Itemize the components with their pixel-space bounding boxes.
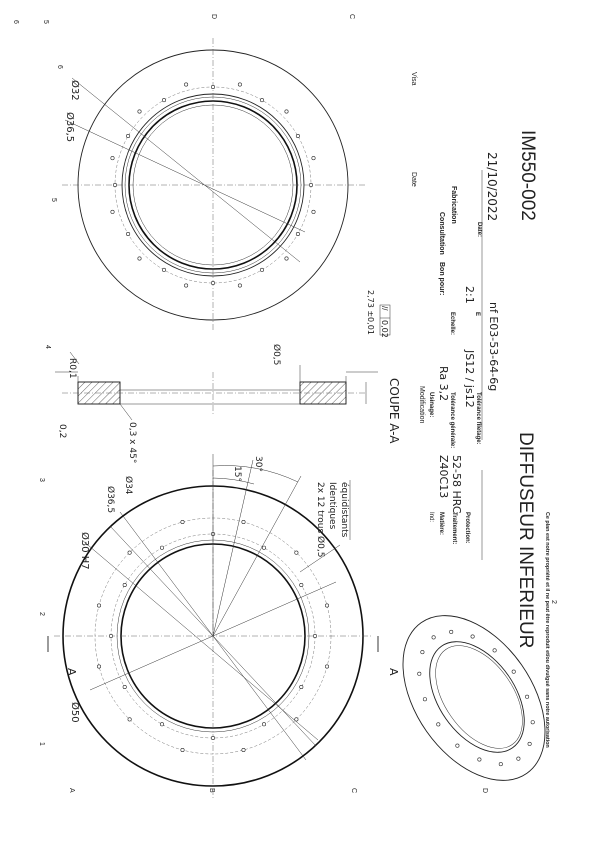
dim-pcd-36-5: Ø36,5 — [105, 486, 115, 514]
dim-back-diameter-32: Ø32 — [69, 80, 80, 101]
zone-mark-left-6: 6 — [56, 65, 63, 69]
column-visa: Visa — [410, 72, 417, 86]
label-bon-pour: Bon pour: — [438, 262, 445, 296]
back-hole — [111, 156, 114, 159]
back-hole — [138, 110, 141, 113]
iso-hole — [418, 672, 421, 675]
iso-hole — [423, 698, 426, 701]
label-e: E — [474, 312, 480, 317]
back-hole — [113, 183, 116, 186]
zone-mark-top-5: 5 — [42, 20, 49, 24]
label-echelle: Echelle: — [449, 312, 455, 336]
front-hole — [325, 604, 328, 607]
iso-hole — [421, 650, 424, 653]
value-matiere: Z40C13 — [437, 455, 450, 499]
dim-radius: R0,1 — [67, 358, 77, 379]
label-traitement: Traitement: — [451, 512, 457, 545]
front-hole — [300, 583, 303, 586]
iso-hole — [432, 636, 435, 639]
section-mark-right: A — [387, 668, 400, 676]
back-hole — [162, 98, 165, 101]
back-hole — [285, 110, 288, 113]
front-hole — [181, 520, 184, 523]
front-hole — [242, 748, 245, 751]
dim-angle-15: 15° — [232, 466, 242, 482]
hole-note-line-1: 2x 12 trous Ø0,5 — [315, 482, 325, 558]
front-hole — [300, 685, 303, 688]
zone-mark-left-4: 4 — [44, 345, 51, 349]
front-hole — [242, 520, 245, 523]
zone-mark-left-2: 2 — [38, 612, 45, 616]
section-title: COUPE A-A — [387, 378, 401, 444]
zone-mark-left-3: 3 — [38, 478, 45, 482]
front-hole — [97, 604, 100, 607]
back-hole — [184, 284, 187, 287]
iso-hole — [493, 649, 496, 652]
dim-thickness: 2,73 ±0,01 — [366, 290, 375, 335]
iso-hole — [531, 721, 534, 724]
back-hole — [238, 284, 241, 287]
back-hole — [260, 268, 263, 271]
back-hole — [296, 134, 299, 137]
part-name: DIFFUSEUR INFERIEUR — [515, 432, 536, 649]
dim-bore-diameter: Ø30 H7 — [79, 532, 90, 570]
zone-mark-left-5: 5 — [50, 198, 57, 202]
flatness-symbol: // — [380, 306, 389, 311]
front-hole — [211, 736, 214, 739]
iso-hole — [450, 630, 453, 633]
front-hole — [160, 546, 163, 549]
value-date: 21/10/2022 — [485, 152, 499, 222]
front-hole — [313, 634, 316, 637]
iso-hole — [528, 742, 531, 745]
part-number: IM550-002 — [517, 130, 538, 221]
label-tolerance-generale: Tolérance générale: — [449, 392, 455, 449]
label-date: Date: — [476, 222, 482, 238]
dim-angle-30: 30° — [253, 456, 263, 472]
label-fabrication: Fabrication — [450, 186, 457, 224]
value-traitement: 52-58 HRC — [450, 455, 463, 514]
front-hole — [295, 551, 298, 554]
front-hole — [123, 685, 126, 688]
back-hole — [309, 183, 312, 186]
value-tolerance-generale: JS12 / js12 — [463, 350, 476, 408]
front-hole — [262, 723, 265, 726]
ownership-notice: Ce plan est notre propriété et il ne peut être reproduit et/ou divulgué sans notre autorisation — [544, 512, 550, 748]
label-matiere: Matière: — [438, 512, 444, 536]
front-hole — [160, 723, 163, 726]
iso-hole — [437, 723, 440, 726]
back-hole — [285, 257, 288, 260]
front-hole — [97, 665, 100, 668]
dim-back-diameter-36-5: Ø36,5 — [64, 112, 75, 143]
hole-note-line-2: Identiques — [327, 482, 337, 530]
zone-mark-d-top: D — [210, 14, 217, 20]
back-hole — [126, 232, 129, 235]
iso-hole — [456, 744, 459, 747]
front-hole — [123, 583, 126, 586]
back-hole — [162, 268, 165, 271]
zone-mark-a: A — [68, 788, 75, 793]
back-hole — [111, 210, 114, 213]
iso-hole — [471, 635, 474, 638]
iso-hole — [478, 758, 481, 761]
section-mark-left: A — [65, 668, 78, 676]
front-hole — [325, 665, 328, 668]
iso-hole — [499, 762, 502, 765]
value-usinage: Ra 3,2 — [437, 366, 450, 402]
zone-mark-b: B — [208, 788, 215, 793]
label-indice: Ind: — [428, 512, 434, 523]
value-consultation: Consultation — [438, 212, 445, 255]
label-modification: Modification — [418, 386, 425, 424]
dim-pcd-34: Ø34 — [123, 476, 133, 495]
back-hole — [260, 98, 263, 101]
front-hole — [128, 551, 131, 554]
label-protection: Protection: — [464, 512, 470, 544]
back-hole — [138, 257, 141, 260]
zone-mark-d: D — [481, 788, 488, 794]
zone-mark-left-1: 1 — [38, 742, 45, 746]
value-echelle: 2:1 — [463, 286, 476, 304]
hole-note-line-3: équidistants — [339, 482, 349, 538]
back-hole — [312, 210, 315, 213]
iso-hole — [525, 695, 528, 698]
zone-mark-right-2: 2 — [550, 600, 557, 604]
back-hole — [296, 232, 299, 235]
label-usinage: Usinage: — [428, 392, 434, 418]
back-hole — [184, 83, 187, 86]
zone-mark-c: C — [350, 788, 357, 794]
back-hole — [238, 83, 241, 86]
back-hole — [211, 281, 214, 284]
front-hole — [181, 748, 184, 751]
dim-hole-diameter: Ø0,5 — [271, 344, 281, 366]
back-view — [62, 38, 365, 332]
title-block — [410, 72, 550, 748]
label-tolerance-filetage: Tolérance filetage: — [475, 392, 481, 445]
front-hole — [262, 546, 265, 549]
back-hole — [126, 134, 129, 137]
dim-offset: 0,2 — [57, 424, 67, 439]
back-hole — [211, 85, 214, 88]
front-hole — [109, 634, 112, 637]
iso-hole — [517, 757, 520, 760]
section-view — [55, 290, 401, 463]
front-hole — [128, 718, 131, 721]
iso-hole — [512, 670, 515, 673]
front-view — [48, 454, 400, 800]
flatness-value: 0,02 — [380, 320, 389, 338]
zone-mark-top-6: 6 — [12, 20, 19, 24]
value-tolerance-filetage: nf E03-53-64-6g — [487, 302, 500, 392]
dim-outer-diameter: Ø50 — [69, 702, 80, 723]
column-date: Date — [410, 172, 417, 187]
zone-mark-c-top: C — [348, 14, 355, 20]
isometric-hole-pattern — [418, 630, 535, 766]
dim-chamfer: 0,3 x 45° — [127, 422, 137, 464]
back-hole — [312, 156, 315, 159]
